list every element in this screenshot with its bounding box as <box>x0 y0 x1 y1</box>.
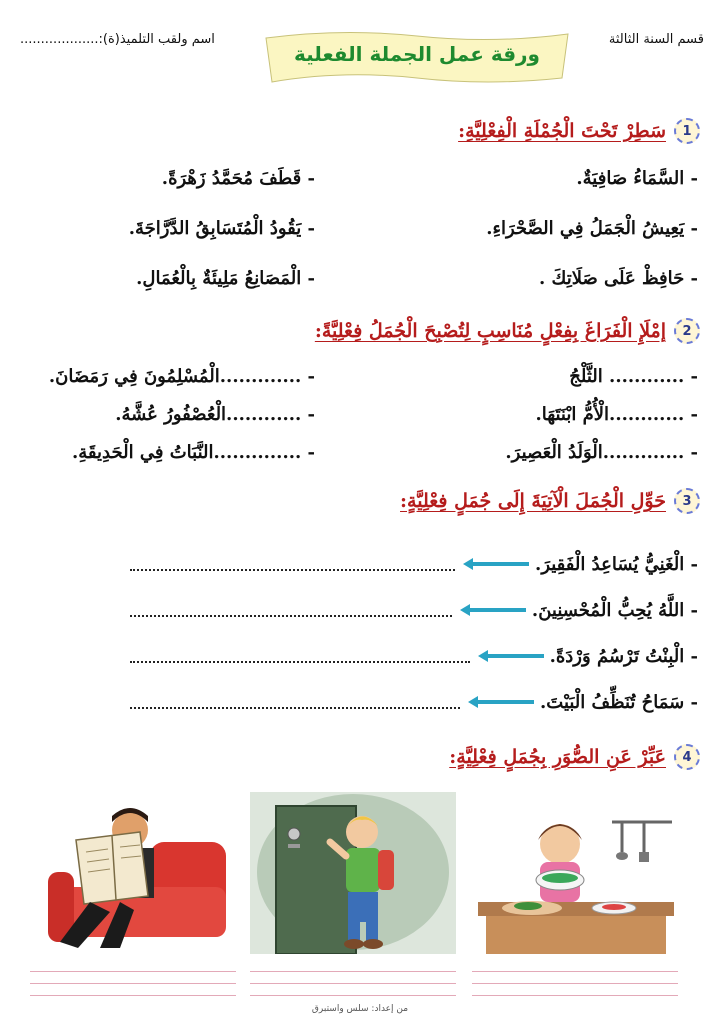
s3-sentence: - سَمَاحُ تُنَظِّفُ الْبَيْتَ. <box>540 691 698 713</box>
s2-row3-right: - .............الْوَلَدُ الْعَصِيرَ. <box>505 442 698 463</box>
s2-row2-right: - ............الْأُمُّ ابْنَتَهَا. <box>535 404 698 425</box>
left-arrow-icon <box>468 695 536 709</box>
section-number-badge: 2 <box>674 318 700 344</box>
section-number-badge: 3 <box>674 488 700 514</box>
worksheet-title: ورقة عمل الجملة الفعلية <box>294 42 540 66</box>
answer-line[interactable] <box>130 603 452 617</box>
answer-line[interactable] <box>130 557 455 571</box>
s2-row3-left: - ..............النَّبَاتُ فِي الْحَدِيقَةِ. <box>72 442 315 463</box>
s3-row4 <box>130 688 698 716</box>
section-heading-text: إمْلَإِ الْفَرَاغَ بِفِعْلٍ مُنَاسِبٍ لِتُصْبِحَ الْجُمَلُ فِعْلِيَّةً: <box>314 320 666 342</box>
s2-row1-left: - .............الْمُسْلِمُونَ فِي رَمَضَانَ. <box>48 366 315 387</box>
s3-sentence: - الْغَنِيُّ يُسَاعِدُ الْفَقِيرَ. <box>535 553 698 575</box>
s1-row3-right: - حَافِظْ عَلَى صَلَاتِكَ . <box>538 268 698 289</box>
footer-credit: من إعداد: سلس واستبرق <box>311 1004 409 1014</box>
s3-row3 <box>130 642 698 670</box>
section-1-heading <box>458 118 700 144</box>
boy-knocking-door-icon <box>250 792 456 954</box>
answer-line[interactable] <box>130 649 470 663</box>
section-heading-text: عَبِّرْ عَنِ الصُّوَرِ بِجُمَلٍ فِعْلِيَّةٍ: <box>449 746 666 768</box>
section-heading-text: سَطِرْ تَحْتَ الْجُمْلَةِ الْفِعْلِيَّةِ: <box>458 120 666 142</box>
s1-row2-left: - يَقُودُ الْمُتَسَابِقُ الدَّرَّاجَةَ. <box>128 218 315 239</box>
s3-sentence: - الْبِنْتُ تَرْسُمُ وَرْدَةً. <box>549 645 698 667</box>
title-banner <box>262 28 572 86</box>
picture-boy-door <box>250 792 456 954</box>
s3-row2 <box>130 596 698 624</box>
man-reading-newspaper-icon <box>30 792 236 954</box>
s2-row1-right: - ............ الثَّلْجُ <box>569 366 698 387</box>
section-number-badge: 1 <box>674 118 700 144</box>
section-3-heading <box>400 488 700 514</box>
left-arrow-icon <box>478 649 546 663</box>
section-number-badge: 4 <box>674 744 700 770</box>
section-heading-text: حَوِّلِ الْجُمَلَ الْآتِيَةَ إِلَى جُمَلٍ فِعْلِيَّةٍ: <box>400 490 666 512</box>
writing-lines[interactable] <box>250 960 456 1006</box>
section-2-heading <box>315 318 700 344</box>
s3-sentence: - اللَّهُ يُحِبُّ الْمُحْسِنِينَ. <box>531 599 698 621</box>
s1-row1-left: - قَطَفَ مُحَمَّدُ زَهْرَةً. <box>161 168 315 189</box>
class-label: قسم السنة الثالثة <box>608 32 704 47</box>
section-4-heading <box>449 744 700 770</box>
writing-lines[interactable] <box>30 960 236 1006</box>
writing-lines[interactable] <box>472 960 678 1006</box>
left-arrow-icon <box>460 603 528 617</box>
s1-row3-left: - الْمَصَانِعُ مَلِيئَةٌ بِالْعُمَالِ. <box>136 268 315 289</box>
left-arrow-icon <box>463 557 531 571</box>
student-name-label: اسم ولقب التلميذ(ة):................... <box>20 32 215 47</box>
woman-cooking-icon <box>472 792 678 954</box>
s2-row2-left: - ............الْعُصْفُورُ عُشَّهُ. <box>115 404 315 425</box>
picture-woman-cooking <box>472 792 678 954</box>
picture-man-reading <box>30 792 236 954</box>
s3-row1 <box>130 550 698 578</box>
answer-line[interactable] <box>130 695 460 709</box>
s1-row1-right: - السَّمَاءُ صَافِيَةٌ. <box>576 168 698 189</box>
s1-row2-right: - يَعِيشُ الْجَمَلُ فِي الصَّحْرَاءِ. <box>486 218 698 239</box>
